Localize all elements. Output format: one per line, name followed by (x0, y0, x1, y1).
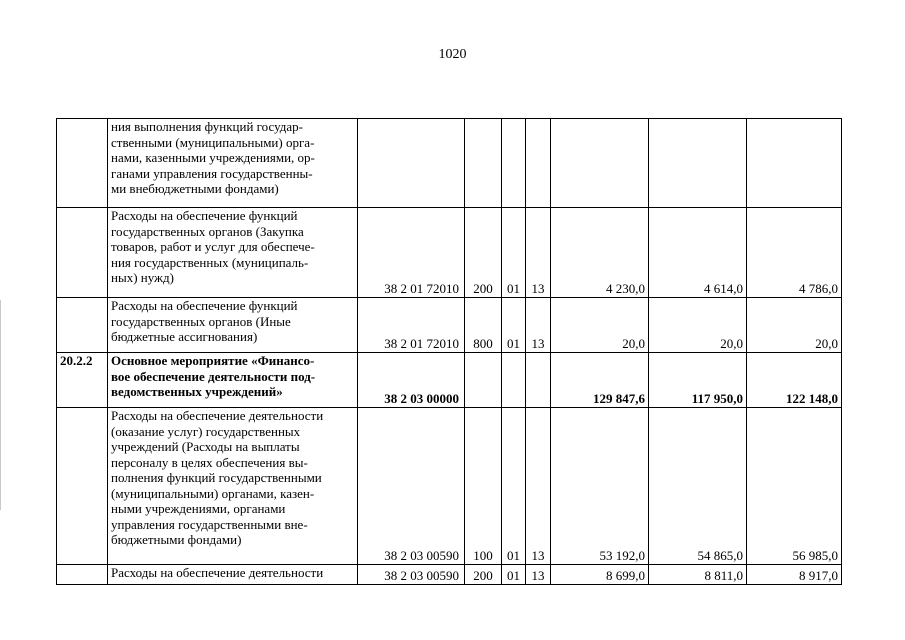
row-rz: 01 (502, 565, 526, 585)
row-amount-1 (551, 119, 649, 208)
row-amount-2 (649, 119, 747, 208)
row-rz (502, 353, 526, 408)
row-amount-1: 53 192,0 (551, 408, 649, 565)
row-amount-2: 8 811,0 (649, 565, 747, 585)
row-amount-3 (747, 119, 842, 208)
description-line: государственных органов (Закупка (111, 223, 304, 239)
description-line: персоналу в целях обеспечения вы- (111, 454, 308, 470)
description-line: ведомственных учреждений» (111, 384, 283, 399)
scan-edge-line (0, 300, 1, 510)
row-vr (465, 353, 502, 408)
description-line: управления государственными вне- (111, 516, 308, 532)
description-line: ния выполнения функций государ- (111, 119, 303, 134)
row-amount-2: 117 950,0 (649, 353, 747, 408)
description-line: ных) нужд) (111, 270, 174, 285)
row-amount-3: 8 917,0 (747, 565, 842, 585)
description-line: Расходы на обеспечение деятельности (111, 565, 324, 580)
row-vr: 200 (465, 208, 502, 298)
description-line: бюджетные ассигнования) (111, 329, 258, 344)
description-line: Расходы на обеспечение функций (111, 298, 298, 313)
description-line: ственными (муниципальными) орга- (111, 134, 315, 150)
row-index (57, 298, 108, 353)
description-line: ния государственных (муниципаль- (111, 254, 309, 270)
row-index (57, 565, 108, 585)
description-line: государственных органов (Иные (111, 313, 291, 329)
row-description (108, 408, 358, 565)
row-rz: 01 (502, 408, 526, 565)
row-index (57, 408, 108, 565)
row-amount-3: 4 786,0 (747, 208, 842, 298)
row-description (108, 565, 358, 585)
row-vr: 200 (465, 565, 502, 585)
row-pr: 13 (526, 565, 551, 585)
description-line: товаров, работ и услуг для обеспече- (111, 239, 315, 254)
row-index (57, 119, 108, 208)
row-amount-2: 4 614,0 (649, 208, 747, 298)
table-row (57, 565, 842, 585)
description-line: ми внебюджетными фондами) (111, 181, 279, 196)
row-rz (502, 119, 526, 208)
description-line: бюджетными фондами) (111, 532, 242, 547)
row-pr: 13 (526, 408, 551, 565)
row-index (57, 208, 108, 298)
row-amount-1: 20,0 (551, 298, 649, 353)
row-description (108, 353, 358, 408)
row-vr: 100 (465, 408, 502, 565)
description-line: полнения функций государственными (111, 470, 322, 485)
table-row (57, 408, 842, 565)
table-row (57, 119, 842, 208)
row-amount-1: 4 230,0 (551, 208, 649, 298)
description-line: Расходы на обеспечение деятельности (111, 408, 324, 423)
table-row (57, 353, 842, 408)
row-pr: 13 (526, 208, 551, 298)
budget-table (56, 118, 842, 585)
description-line: ными учреждениями, органами (111, 501, 286, 516)
row-code (358, 119, 465, 208)
row-description (108, 208, 358, 298)
row-code: 38 2 03 00590 (358, 565, 465, 585)
row-code: 38 2 01 72010 (358, 298, 465, 353)
description-line: Основное мероприятие «Финансо- (111, 353, 315, 368)
row-pr: 13 (526, 298, 551, 353)
row-rz: 01 (502, 208, 526, 298)
row-vr (465, 119, 502, 208)
row-amount-3: 56 985,0 (747, 408, 842, 565)
description-line: нами, казенными учреждениями, ор- (111, 150, 315, 165)
description-line: учреждений (Расходы на выплаты (111, 439, 300, 454)
row-rz: 01 (502, 298, 526, 353)
row-vr: 800 (465, 298, 502, 353)
row-amount-3: 20,0 (747, 298, 842, 353)
page-number: 1020 (438, 47, 467, 62)
row-pr (526, 353, 551, 408)
row-amount-3: 122 148,0 (747, 353, 842, 408)
description-line: ганами управления государственны- (111, 165, 313, 181)
row-index: 20.2.2 (57, 353, 108, 408)
row-pr (526, 119, 551, 208)
row-amount-2: 20,0 (649, 298, 747, 353)
row-amount-2: 54 865,0 (649, 408, 747, 565)
description-line: (оказание услуг) государственных (111, 423, 301, 439)
description-line: Расходы на обеспечение функций (111, 208, 298, 223)
table-row (57, 208, 842, 298)
row-amount-1: 8 699,0 (551, 565, 649, 585)
row-code: 38 2 03 00000 (358, 353, 465, 408)
table-row (57, 298, 842, 353)
row-description (108, 119, 358, 208)
description-line: (муниципальными) органами, казен- (111, 485, 315, 501)
row-description (108, 298, 358, 353)
row-code: 38 2 01 72010 (358, 208, 465, 298)
description-line: вое обеспечение деятельности под- (111, 368, 316, 384)
row-amount-1: 129 847,6 (551, 353, 649, 408)
row-code: 38 2 03 00590 (358, 408, 465, 565)
